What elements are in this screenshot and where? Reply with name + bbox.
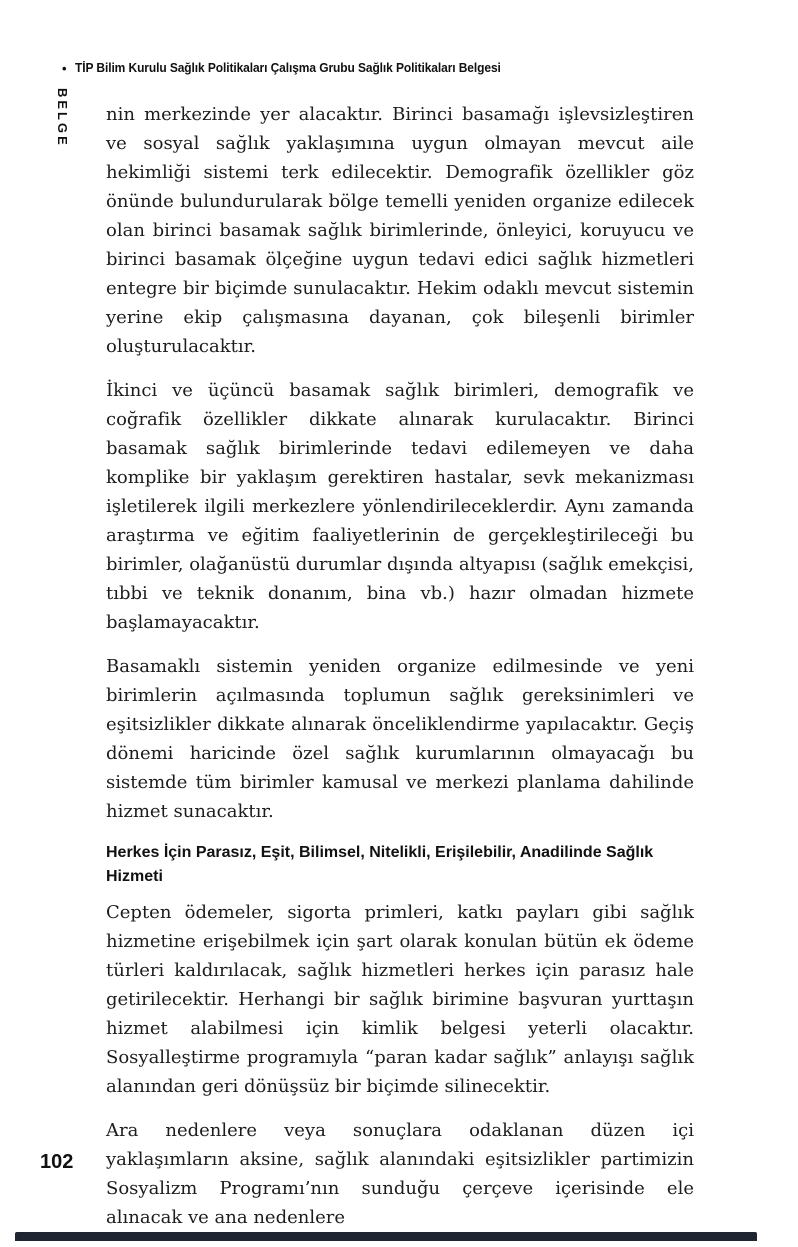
text-block <box>106 100 694 1247</box>
paragraph-1: nin merkezinde yer alacaktır. Birinci basamağı işlevsizleştiren ve sosyal sağlık yaklaşımına uygun olmayan mevcut aile hekimliği sistemi terk edilecektir. Demografik özellikler göz önünde bulundurularak bölge temelli yeniden organize edilecek olan birinci basamak sağlık birimlerinde, önleyici, koruyucu ve birinci basamak ölçeğine uygun tedavi edici sağlık hizmetleri entegre bir biçimde sunulacaktır. Hekim odaklı mevcut sistemin yerine ekip çalışmasına dayanan, çok bileşenli birimler oluşturulacaktır. <box>106 104 694 357</box>
bullet-icon: • <box>62 60 67 76</box>
section-heading: Herkes İçin Parasız, Eşit, Bilimsel, Nitelikli, Erişilebilir, Anadilinde Sağlık Hizmeti <box>106 844 654 885</box>
running-header-text: TİP Bilim Kurulu Sağlık Politikaları Çalışma Grubu Sağlık Politikaları Belgesi <box>75 61 502 75</box>
paragraph-5: Ara nedenlere veya sonuçlara odaklanan düzen içi yaklaşımların aksine, sağlık alanındaki eşitsizlikler partimizin Sosyalizm Programı’nın sunduğu çerçeve içerisinde ele alınacak ve ana nedenlere <box>106 1120 694 1228</box>
paragraph-4: Cepten ödemeler, sigorta primleri, katkı payları gibi sağlık hizmetine erişebilmek için şart olarak konulan bütün ek ödeme türleri kaldırılacak, sağlık hizmetleri herkes için parasız hale getirilecektir. Herhangi bir sağlık birimine başvuran yurttaşın hizmet alabilmesi için kimlik belgesi yeterli olacaktır. Sosyalleştirme programıyla “paran kadar sağlık” anlayışı sağlık alanından geri dönüşsüz bir biçimde silinecektir. <box>106 902 694 1097</box>
page-number: 102 <box>40 1151 74 1173</box>
paragraph-2: İkinci ve üçüncü basamak sağlık birimleri, demografik ve coğrafik özellikler dikkate alınarak kurulacaktır. Birinci basamak sağlık birimlerinde tedavi edilemeyen ve daha komplike bir yaklaşım gerektiren hastalar, sevk mekanizması işletilerek ilgili merkezlere yönlendirileceklerdir. Aynı zamanda araştırma ve eğitim faaliyetlerinin de gerçekleştirileceği bu birimler, olağanüstü durumlar dışında altyapısı (sağlık emekçisi, tıbbi ve teknik donanım, bina vb.) hazır olmadan hizmete başlamayacaktır. <box>106 380 694 633</box>
running-header <box>62 61 519 75</box>
bottom-edge-strip <box>15 1232 757 1241</box>
paragraph-3: Basamaklı sistemin yeniden organize edilmesinde ve yeni birimlerin açılmasında toplumun sağlık gereksinimleri ve eşitsizlikler dikkate alınarak önceliklendirme yapılacaktır. Geçiş dönemi haricinde özel sağlık kurumlarının olmayacağı bu sistemde tüm birimler kamusal ve merkezi planlama dahilinde hizmet sunacaktır. <box>106 656 694 822</box>
side-label-belge: BELGE <box>55 88 70 148</box>
